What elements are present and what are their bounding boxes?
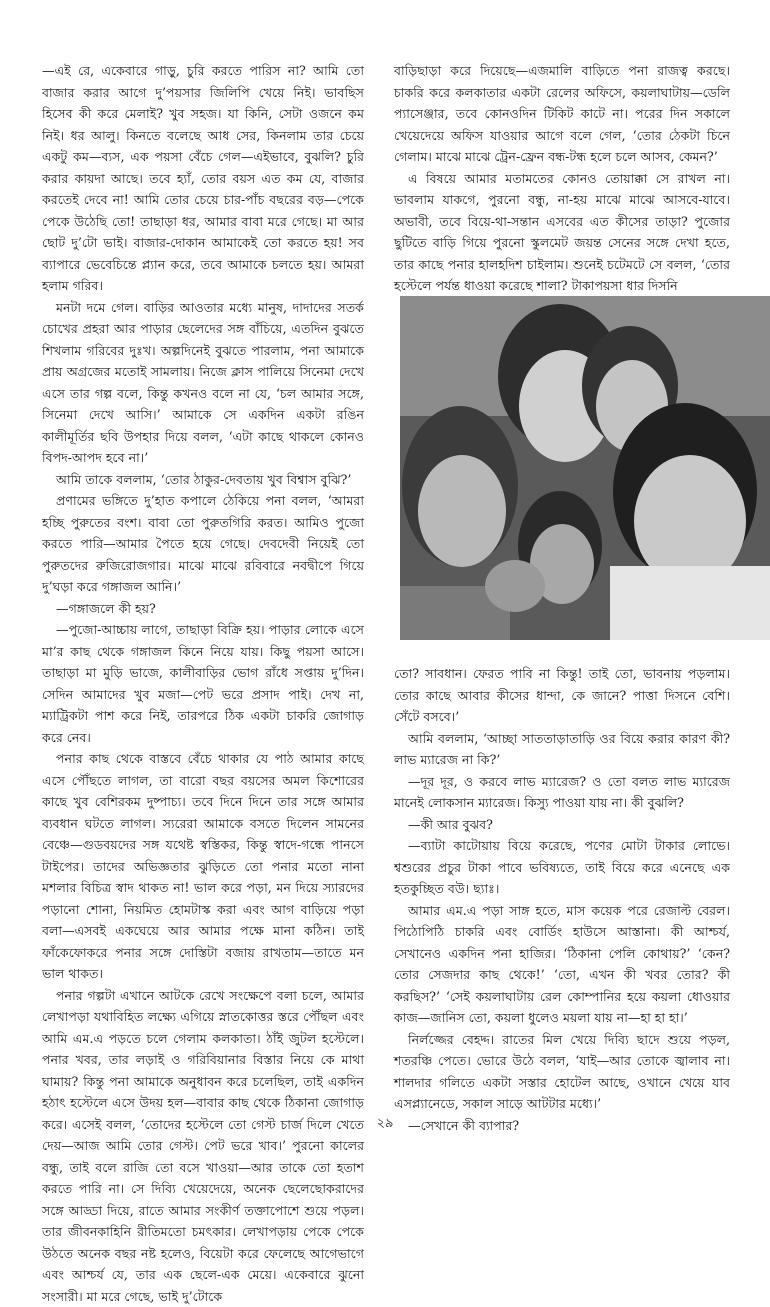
right-text-column-bottom bbox=[394, 663, 730, 1136]
paragraph: এ বিষয়ে আমার মতামতের কোনও তোয়াক্কা সে রাখল না। ভাবলাম যাকগে, পুরনো বন্ধু, না-হয় মাঝে মাঝে আসবে-যাবে। অভাবী, তবে বিয়ে-থা-সন্তান এসবের এত কীসের তাড়া? পুজোর ছুটিতে বাড়ি গিয়ে পুরনো স্কুলমেট জয়ন্ত সেনের সঙ্গে দেখা হতে, তার কাছে পনার হালহদিশ চাইলাম। শুনেই চটেমটে সে বলল, ‘তোর হস্টেলে পর্যন্ত ধাওয়া করেছে শালা? টাকাপয়সা ধার দিসনি bbox=[394, 168, 730, 297]
paragraph: তো? সাবধান। ফেরত পাবি না কিন্তু! তাই তো, ভাবনায় পড়লাম। তোর কাছে আবার কীসের ধান্দা, কে জানে? পাত্তা দিসনে বেশি। সেঁটে বসবে।’ bbox=[394, 663, 730, 728]
paragraph: পনার কাছ থেকে বাস্তবে বেঁচে থাকার যে পাঠ আমার কাছে এসে পৌঁছতে লাগল, তা বারো বছর বয়সের অমল কিশোরের কাছে খুব বেশিরকম দুষ্পাচ্য। তবে দিনে দিনে তার সঙ্গে আমার ব্যবধান ঘটতে লাগল। স্যরেরা আমাকে বসতে দিলেন সামনের বেঞ্চে—গুডবয়দের সঙ্গ যথেষ্ট স্বস্তিকর, কিন্তু স্বাদে-গন্ধে পানসে টাইপের। তাদের অভিজ্ঞতার ঝুড়িতে তো পনার মতো নানা মশলার বিচিত্র স্বাদ থাকত না! ভাল করে পড়া, মন দিয়ে স্যারদের পড়ানো শোনা, নিয়মিত হোমটাস্ক করা এবং আগ বাড়িয়ে পড়া বলা—এসবই একঘেয়ে আর আমার পক্ষে মানা কঠিন। তাই ফাঁকেফোকরে পনার সঙ্গে দোস্তিটা বজায় রাখতাম—তাতে মন ভাল থাকত। bbox=[42, 748, 364, 985]
page-number: ২৯ bbox=[0, 1114, 770, 1135]
paragraph: আমি তাকে বললাম, ‘তোর ঠাকুর-দেবতায় খুব বিশ্বাস বুঝি?’ bbox=[42, 469, 364, 491]
children-photo bbox=[400, 296, 770, 640]
paragraph: —পুজো-আচ্চায় লাগে, তাছাড়া বিক্রি হয়। পাড়ার লোকে এসে মা’র কাছ থেকে গঙ্গাজল কিনে নিয়ে যায়। কিছু পয়সা আসে। তাছাড়া মা মুড়ি ভাজে, কালীবাড়ির ভোগ রাঁধে সপ্তায় দু’দিন। সেদিন আমাদের খুব মজা—পেট ভরে প্রসাদ পাই। দেখ না, ম্যাট্রিকটা পাশ করে নিই, তারপরে ঠিক একটা চাকরি জোগাড় করে নেব। bbox=[42, 619, 364, 748]
paragraph: —ব্যাটা কাটোয়ায় বিয়ে করেছে, পণের মোটা টাকার লোভে। শ্বশুরের প্রচুর টাকা পাবে ভবিষ্যতে, তাই বিয়ে করে এনেছে এক হতকুচ্ছিত বউ। ছ্যাঃ। bbox=[394, 835, 730, 900]
paragraph: —সেখানে কী ব্যাপার? bbox=[394, 1115, 730, 1137]
paragraph: —কী আর বুঝব? bbox=[394, 814, 730, 836]
paragraph: —এই রে, একেবারে গাড়ু, চুরি করতে পারিস না? আমি তো বাজার করার আগে দু’পয়সার জিলিপি খেয়ে নিই। ভাবছিস হিসেব কী করে মেলাই? খুব সহজ। যা কিনি, সেটা ওজনে কম নিই। ধর আলু। কিনতে বলেছে আধ সের, কিনলাম তার চেয়ে একটু কম—ব্যস, এক পয়সা বেঁচে গেল—এইভাবে, বুঝলি? চুরি করার কায়দা আছে। তবে হ্যাঁ, তোর বয়স এত কম যে, বাজার করতেই দেবে না! আমি তোর চেয়ে চার-পাঁচ বছরের বড়—পেকে পেকে উঠেছি তো! তাছাড়া ধর, আমার বাবা মরে গেছে। মা আর ছোট দু’টো ভাই। বাজার-দোকান আমাকেই তো করতে হয়! সব ব্যাপারে ভেবেচিন্তে প্ল্যান করে, তবে আমাকে চলতে হয়। আমরা হলাম গরিব। bbox=[42, 60, 364, 297]
paragraph: —গঙ্গাজলে কী হয়? bbox=[42, 598, 364, 620]
paragraph: আমার এম.এ পড়া সাঙ্গ হতে, মাস কয়েক পরে রেজাল্ট বেরল। পিঠোপিঠি চাকরি এবং বোর্ডিং হাউসে আস্তানা। কী আশ্চর্য, সেখানেও একদিন পনা হাজির। ‘ঠিকানা পেলি কোথায়?’ ‘কেন? তোর সেজদার কাছ থেকে!’ ‘তো, এখন কী খবর তোর? কী করছিস?’ ‘সেই কয়লাঘাটায় রেল কোম্পানির হয়ে কয়লা ধোওয়ার কাজ—জানিস তো, কয়লা ধুলেও ময়লা যায় না—হা হা হা।’ bbox=[394, 900, 730, 1029]
paragraph: বাড়িছাড়া করে দিয়েছে—এজমালি বাড়িতে পনা রাজত্ব করছে। চাকরি করে কলকাতার একটা রেলের অফিসে, কয়লাঘাটায়—ডেলি প্যাসেঞ্জার, তবে কোনওদিন টিকিট কাটে না। পরের দিন সকালে খেয়েদেয়ে অফিস যাওয়ার আগে বলে গেল, ‘তোর ঠেকটা চিনে গেলাম। মাঝে মাঝে ট্রেন-ফ্রেন বন্ধ-টন্ধ হলে চলে আসব, কেমন?’ bbox=[394, 60, 730, 168]
paragraph: নির্লজ্জের বেহদ্দ। রাতের মিল খেয়ে দিব্যি ছাদে শুয়ে পড়ল, শতরঞ্চি পেতে। ভোরে উঠে বলল, ‘যাই—আর তোকে জ্বালাব না। শালদার গলিতে একটা সস্তার হোটেল আছে, ওখানে খেয়ে যাব এসপ্ল্যানেডে, সকাল সাড়ে আটটার মধ্যে।’ bbox=[394, 1029, 730, 1115]
paragraph: প্রণামের ভঙ্গিতে দু’হাত কপালে ঠেকিয়ে পনা বলল, ‘আমরা হচ্ছি পুরুতের বংশ। বাবা তো পুরুতগিরি করত। আমিও পুজো করতে পারি—আমার পৈতে হয়ে গেছে। দেবদেবী নিয়েই তো পুরুতদের রুজিরোজগার। মাঝে মাঝে রবিবারে নবদ্বীপে গিয়ে দু’ঘড়া করে গঙ্গাজল আনি।’ bbox=[42, 490, 364, 598]
paragraph: মনটা দমে গেল। বাড়ির আওতার মধ্যে মানুষ, দাদাদের সতর্ক চোখের প্রহরা আর পাড়ার ছেলেদের সঙ্গ বাঁচিয়ে, এতদিন বুঝতে শিখলাম গরিবের দুঃখ। অল্পদিনেই বুঝতে পারলাম, পনা আমাকে প্রায় অগ্রজের মতোই সামলায়। নিজে ক্লাস পালিয়ে সিনেমা দেখে এসে তার গল্প বলে, কিন্তু কখনও বলে না যে, ‘চল আমার সঙ্গে, সিনেমা দেখে আসি।’ আমাকে সে একদিন একটা রঙিন কালীমূর্তির ছবি উপহার দিয়ে বলল, ‘এটা কাছে থাকলে কোনও বিপদ-আপদ হবে না।’ bbox=[42, 297, 364, 469]
paragraph: পনার গল্পটা এখানে আটকে রেখে সংক্ষেপে বলা চলে, আমার লেখাপড়া যথাবিহিত লক্ষ্যে এগিয়ে স্নাতকোত্তর স্তরে পৌঁছল এবং আমি এম.এ পড়তে চলে গেলাম কলকাতা। ঠাঁই জুটল হস্টেলে। পনার খবর, তার লড়াই ও গরিবিয়ানার বিস্তার নিয়ে কে মাথা ঘামায়? কিন্তু পনা আমাকে অনুধাবন করে চলেছিল, তাই একদিন হঠাৎ হস্টেলে এসে উদয় হল—বাবার কাছ থেকে ঠিকানা জোগাড় করে। এসেই বলল, ‘তোদের হস্টেলে তো গেস্ট চার্জ দিলে খেতে দেয়—আজ আমি তোর গেস্ট। পেট ভরে খাব।’ পুরনো কালের বন্ধু, তাই বলে রাজি তো বসে খাওয়া—আর তাকে তো হতাশ করতে পারি না। সে দিব্যি খেয়েদেয়ে, অনেক ছেলেছোকরাদের সঙ্গে আড্ডা দিয়ে, রাতে আমার সংকীর্ণ তক্তাপোশে শুয়ে পড়ল। তার জীবনকাহিনি রীতিমতো চমৎকার। লেখাপড়ায় পেকে পেকে উঠতে অনেক বছর নষ্ট হলেও, বিয়েটা করে ফেলেছে আগেভাগে এবং আশ্চর্য যে, তার এক ছেলে-এক মেয়ে। একেবারে ঝুনো সংসারী। মা মরে গেছে, ভাই দু’টোকে bbox=[42, 985, 364, 1307]
paragraph: আমি বললাম, ‘আচ্ছা সাততাড়াতাড়ি ওর বিয়ে করার কারণ কী? লাভ ম্যারেজ না কি?’ bbox=[394, 728, 730, 771]
right-text-column-top bbox=[394, 60, 730, 297]
paragraph: —দূর দূর, ও করবে লাভ ম্যারেজ? ও তো বলত লাভ ম্যারেজ মানেই লোকসান ম্যারেজ। কিস্যু পাওয়া যায় না। কী বুঝলি? bbox=[394, 771, 730, 814]
